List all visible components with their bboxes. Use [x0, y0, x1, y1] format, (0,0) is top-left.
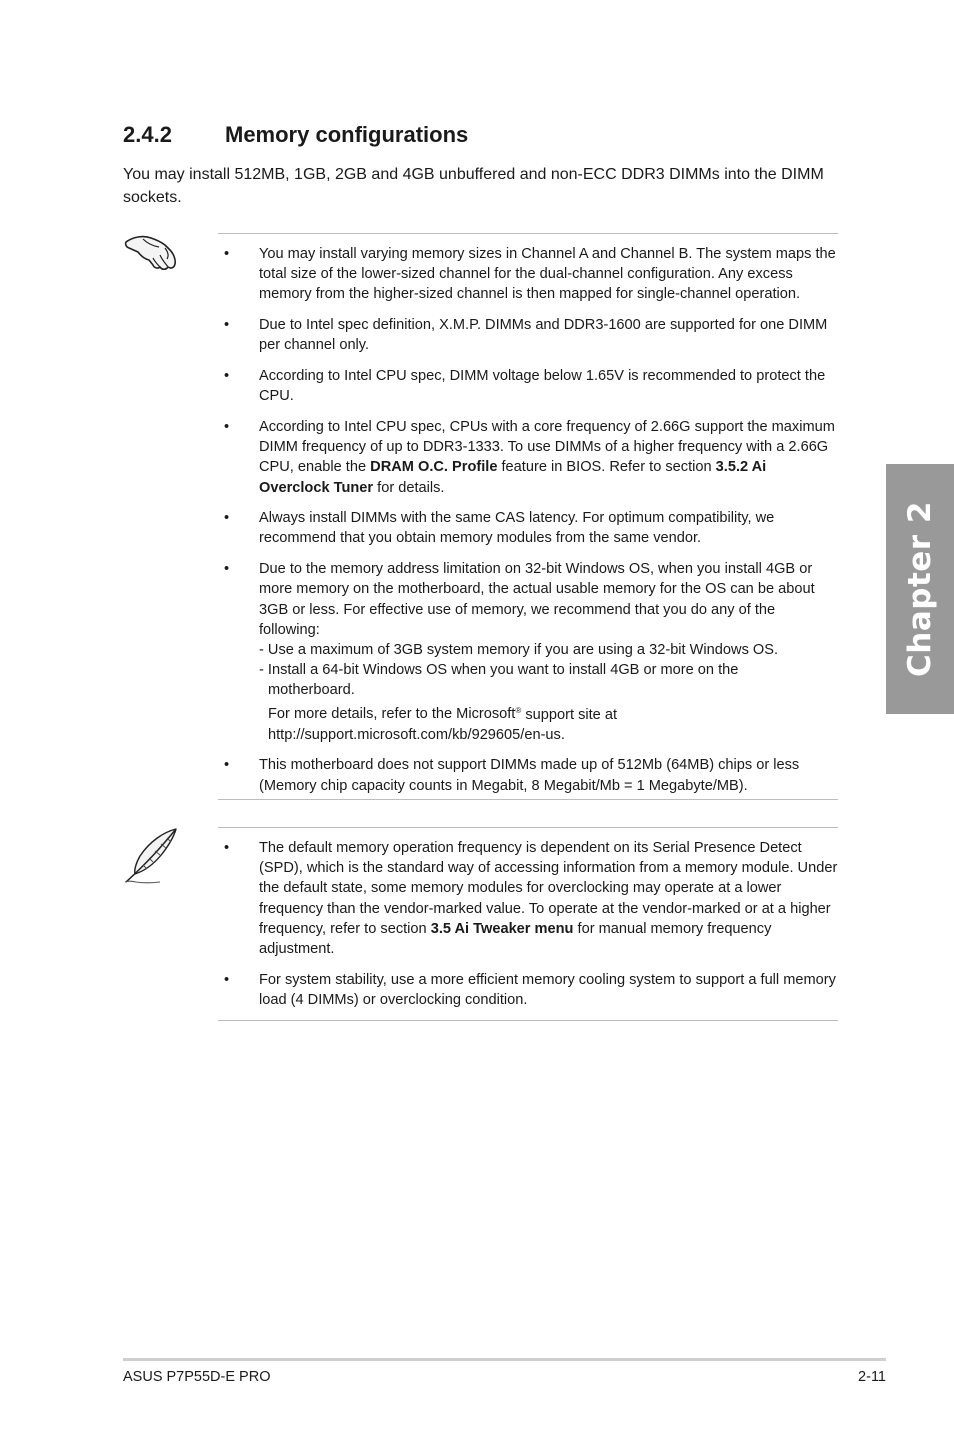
- bullet: •: [224, 368, 230, 385]
- list-item: • You may install varying memory sizes in Channel A and Channel B. The system maps the total size of the lower-sized channel for the dual-channel configuration. Any excess memory from the higher-sized channel is then mapped for single-channel operation.: [224, 246, 836, 303]
- sub-item: - Install a 64-bit Windows OS when you want to install 4GB or more on the: [259, 662, 739, 679]
- bullet: •: [224, 418, 230, 435]
- bullet: •: [224, 246, 230, 262]
- section-title: Memory configurations: [225, 122, 469, 147]
- section-reference: 3.5 Ai Tweaker menu: [430, 920, 574, 937]
- chapter-tab: [886, 464, 954, 714]
- list-item: • Due to Intel spec definition, X.M.P. DIMMs and DDR3-1600 are supported for one DIMM per channel only.: [224, 317, 828, 354]
- list-item: • Always install DIMMs with the same CAS latency. For optimum compatibility, we recommend that you obtain memory modules from the same vendor.: [224, 510, 775, 547]
- sub-item: - Use a maximum of 3GB system memory if you are using a 32-bit Windows OS.: [259, 641, 779, 658]
- bullet: •: [224, 317, 230, 334]
- bullet: •: [224, 510, 230, 527]
- pointing-hand-icon: [123, 228, 179, 274]
- list-item: • Due to the memory address limitation on 32-bit Windows OS, when you install 4GB or more memory on the motherboard, the actual usable memory for the OS can be about 3GB or less. For effective use of memory, we recommend that you do any of the following: - Use a maximum of 3GB system memory if you are using a 32-bit Windows OS. - Install a 64-bit Windows OS when you want to install 4GB or more on the motherboard. For more details, refer to the Microsoft® support site at http://support.microsoft.com/kb/929605/en-us.: [224, 561, 815, 743]
- section-number: 2.4.2: [123, 122, 172, 147]
- intro-paragraph: You may install 512MB, 1GB, 2GB and 4GB unbuffered and non-ECC DDR3 DIMMs into the DIMM sockets.: [123, 166, 824, 206]
- list-item: • For system stability, use a more efficient memory cooling system to support a full memory load (4 DIMMs) or overclocking condition.: [224, 971, 836, 1008]
- details-note: For more details, refer to the Microsoft: [268, 706, 516, 723]
- bullet: •: [224, 971, 230, 988]
- list-item: • According to Intel CPU spec, DIMM voltage below 1.65V is recommended to protect the CPU.: [224, 368, 826, 405]
- note-box: [218, 827, 838, 1021]
- bios-setting-name: DRAM O.C. Profile: [370, 459, 498, 476]
- quill-pen-icon: [122, 826, 180, 884]
- footer-divider: [123, 1358, 886, 1361]
- registered-mark: ®: [515, 705, 522, 715]
- support-url: http://support.microsoft.com/kb/929605/en-us.: [268, 726, 565, 743]
- section-heading: [123, 121, 468, 149]
- bullet: •: [224, 757, 230, 774]
- bullet: •: [224, 840, 230, 856]
- chapter-tab-label: Chapter 2: [902, 501, 938, 677]
- list-item: • The default memory operation frequency is dependent on its Serial Presence Detect (SPD), which is the standard way of accessing information from a memory module. Under the default state, some memory modules for overclocking may operate at a lower frequency than the vendor-marked value. To operate at the vendor-marked or at a higher frequency, refer to section 3.5 Ai Tweaker menu for manual memory frequency adjustment.: [224, 840, 838, 958]
- list-item: • According to Intel CPU spec, CPUs with a core frequency of 2.66G support the maximum DIMM frequency of up to DDR3-1333. To use DIMMs of a higher frequency with a 2.66G CPU, enable the DRAM O.C. Profile feature in BIOS. Refer to section 3.5.2 Ai Overclock Tuner for details.: [224, 418, 835, 496]
- important-list: [218, 244, 840, 806]
- footer-page-number: 2-11: [858, 1369, 886, 1385]
- list-item: • This motherboard does not support DIMMs made up of 512Mb (64MB) chips or less (Memory chip capacity counts in Megabit, 8 Megabit/Mb = 1 Megabyte/MB).: [224, 757, 800, 794]
- important-box: [218, 233, 838, 800]
- footer-product-name: ASUS P7P55D-E PRO: [123, 1369, 271, 1385]
- note-list: [218, 838, 840, 1021]
- section-reference: 3.5.2 Ai Overclock Tuner: [259, 459, 767, 496]
- bullet: •: [224, 561, 230, 578]
- sub-item-continuation: motherboard.: [268, 682, 355, 699]
